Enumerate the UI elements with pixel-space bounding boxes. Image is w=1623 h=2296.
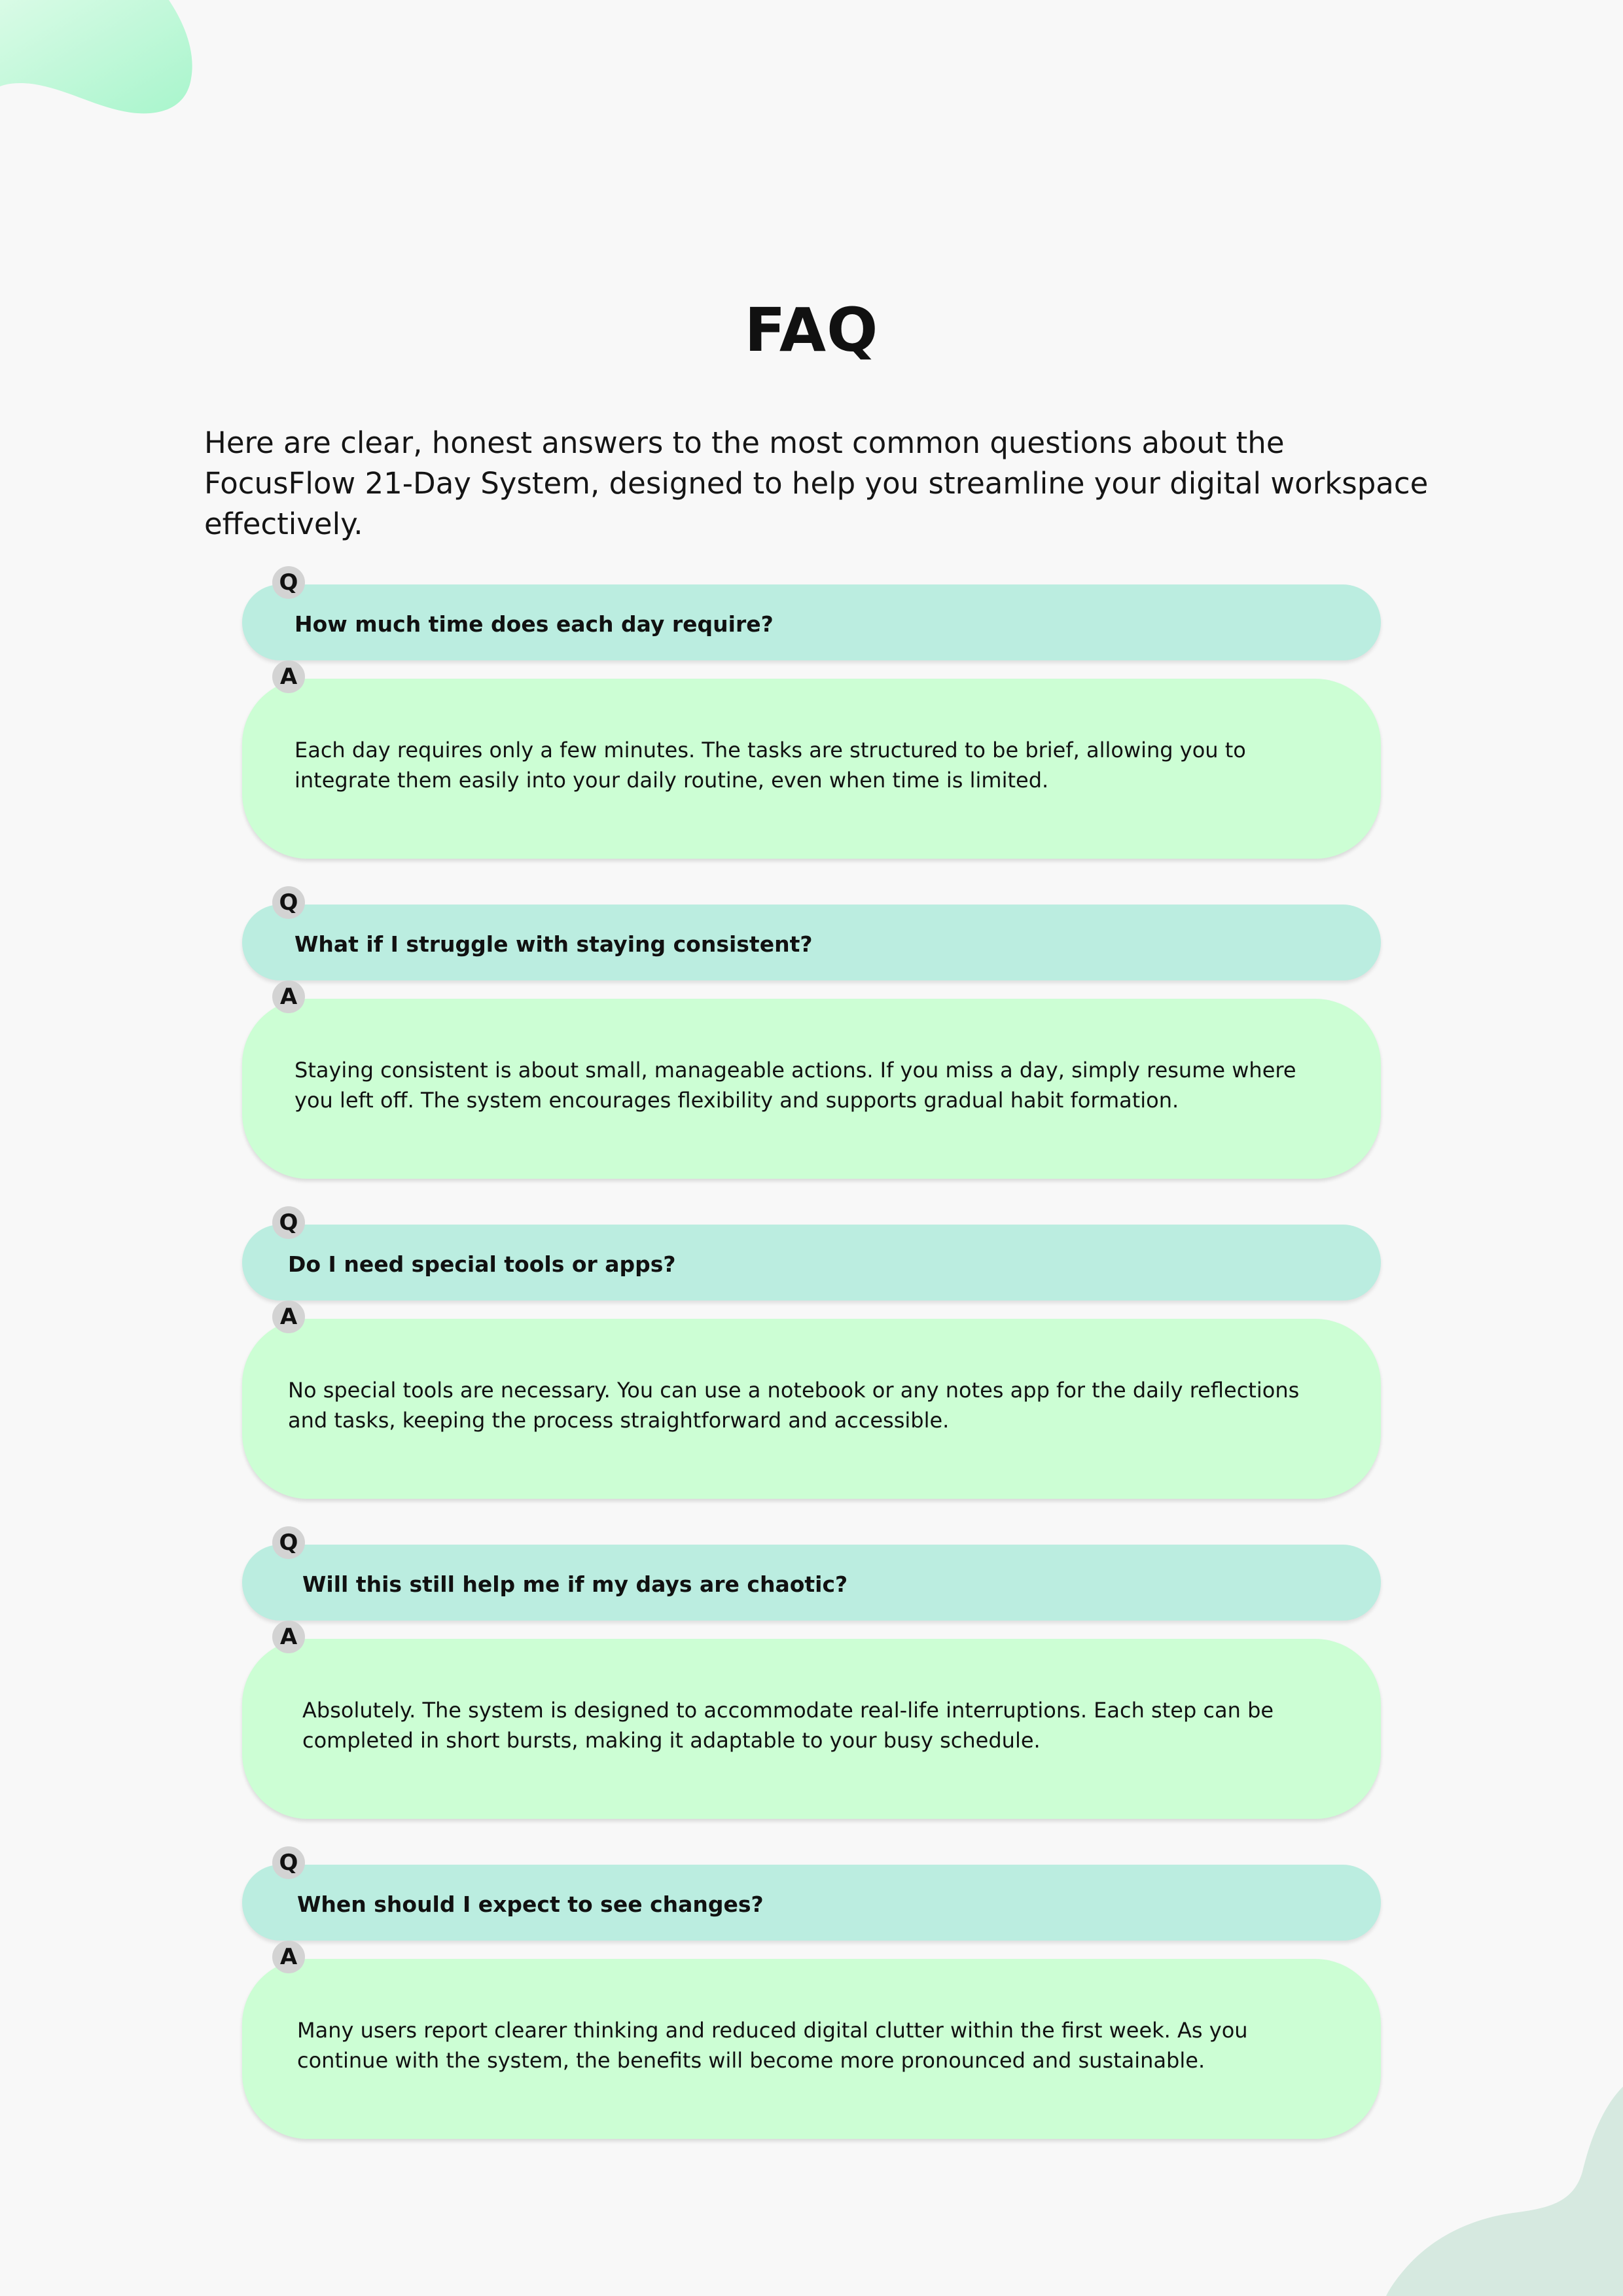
question-badge: Q	[272, 566, 305, 599]
question-badge: Q	[272, 1206, 305, 1239]
answer-badge: A	[272, 1621, 305, 1653]
question-badge: Q	[272, 886, 305, 919]
answer-text: Staying consistent is about small, manageable actions. If you miss a day, simply resume where you left off. The system encourages flexibility and supports gradual habit formation.	[294, 1058, 1296, 1113]
decorative-blob-top	[0, 0, 196, 118]
answer-box	[242, 999, 1381, 1179]
answer-box	[242, 1639, 1381, 1819]
question-bar	[242, 584, 1381, 660]
answer-box	[242, 1319, 1381, 1499]
question-badge: Q	[272, 1846, 305, 1879]
question-text: What if I struggle with staying consistent?	[294, 931, 813, 957]
answer-badge: A	[272, 660, 305, 693]
question-text: Do I need special tools or apps?	[288, 1251, 676, 1277]
answer-text: Absolutely. The system is designed to accommodate real-life interruptions. Each step can be completed in short bursts, making it adaptable to your busy schedule.	[302, 1698, 1274, 1753]
answer-text: Many users report clearer thinking and reduced digital clutter within the first week. As you continue with the system, the benefits will become more pronounced and sustainable.	[297, 2018, 1248, 2073]
question-text: How much time does each day require?	[294, 611, 774, 637]
question-bar	[242, 1225, 1381, 1300]
answer-text: No special tools are necessary. You can use a notebook or any notes app for the daily reflections and tasks, keeping the process straightforward and accessible.	[288, 1378, 1300, 1433]
decorative-blob-bottom	[1374, 2087, 1623, 2296]
answer-box	[242, 679, 1381, 859]
answer-badge: A	[272, 980, 305, 1013]
answer-box	[242, 1959, 1381, 2139]
intro-paragraph: Here are clear, honest answers to the most common questions about the FocusFlow 21-Day System, designed to help you streamline your digital workspace effectively.	[204, 425, 1429, 541]
answer-text: Each day requires only a few minutes. The tasks are structured to be brief, allowing you to integrate them easily into your daily routine, even when time is limited.	[294, 738, 1246, 793]
question-bar	[242, 905, 1381, 980]
question-badge: Q	[272, 1526, 305, 1559]
question-text: Will this still help me if my days are chaotic?	[302, 1571, 848, 1597]
question-bar	[242, 1865, 1381, 1941]
question-bar	[242, 1545, 1381, 1621]
answer-badge: A	[272, 1941, 305, 1973]
question-text: When should I expect to see changes?	[297, 1892, 764, 1917]
page-title: FAQ	[744, 295, 879, 365]
answer-badge: A	[272, 1300, 305, 1333]
